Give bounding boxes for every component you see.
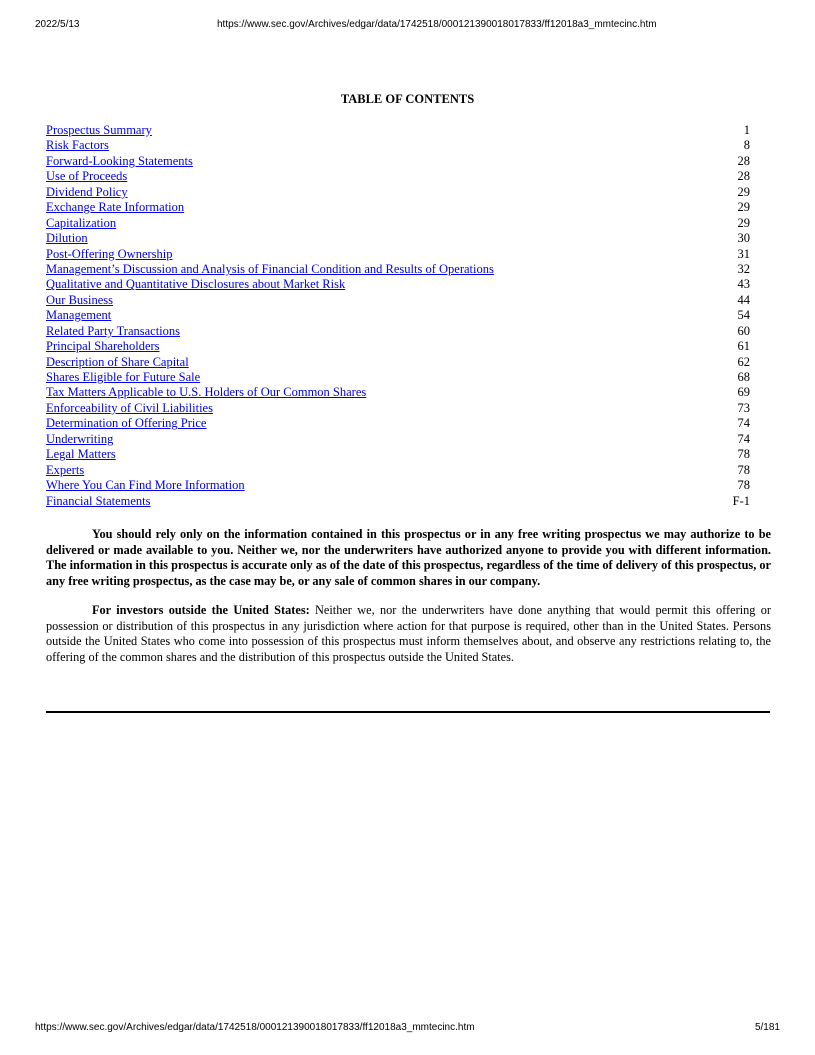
toc-row	[46, 247, 750, 262]
toc-page-number: F-1	[732, 493, 750, 508]
toc-page-number: 8	[743, 138, 750, 153]
toc-row	[46, 262, 750, 277]
toc-page-number: 1	[743, 123, 750, 137]
toc-link[interactable]: Qualitative and Quantitative Disclosures about Market Risk	[46, 277, 346, 292]
toc-row	[46, 185, 750, 200]
toc-page-number: 30	[737, 231, 750, 246]
toc-link[interactable]: Our Business	[46, 292, 114, 307]
toc-row	[46, 231, 750, 246]
toc-row	[46, 324, 750, 339]
toc-link[interactable]: Legal Matters	[46, 447, 116, 462]
toc-page-number: 78	[737, 447, 750, 462]
toc-page-number: 61	[737, 339, 750, 354]
toc-link[interactable]: Tax Matters Applicable to U.S. Holders of Our Common Shares	[46, 385, 367, 400]
toc-link[interactable]: Prospectus Summary	[46, 123, 152, 137]
toc-page-number: 68	[737, 370, 750, 384]
toc-page-number: 74	[737, 431, 750, 446]
toc-page-number: 69	[737, 385, 750, 400]
toc-link[interactable]: Experts	[46, 462, 85, 477]
toc-row	[46, 216, 750, 231]
toc-page-number: 78	[737, 478, 750, 493]
toc-row	[46, 293, 750, 308]
toc-link[interactable]: Forward-Looking Statements	[46, 153, 193, 168]
toc-row	[46, 370, 750, 385]
foreign-investors-notice	[46, 603, 771, 665]
toc-link[interactable]: Capitalization	[46, 215, 117, 230]
toc-link[interactable]: Financial Statements	[46, 493, 151, 508]
toc-link[interactable]: Dividend Policy	[46, 184, 128, 199]
toc-link[interactable]: Use of Proceeds	[46, 169, 128, 184]
toc-row	[46, 494, 750, 509]
toc-page-number: 60	[737, 323, 750, 338]
toc-page-number: 74	[737, 416, 750, 431]
toc-row	[46, 123, 750, 138]
toc-row	[46, 308, 750, 323]
toc-link[interactable]: Description of Share Capital	[46, 354, 189, 369]
toc-page-number: 43	[737, 277, 750, 292]
reliance-notice	[46, 527, 771, 589]
print-footer-url: https://www.sec.gov/Archives/edgar/data/1742518/000121390018017833/ff12018a3_mmtecinc.htm	[35, 1022, 475, 1033]
toc-page-number: 29	[737, 200, 750, 215]
toc-row	[46, 138, 750, 153]
foreign-investors-text: Neither we, nor the underwriters have done anything that would permit this offering or possession or distribution of this prospectus in any jurisdiction where action for that purpose is required, other than in the United States. Persons outside the United States who come into possession of this prospectus must inform themselves about, and observe any restrictions relating to, the offering of the common shares and the distribution of this prospectus outside the United States.	[46, 603, 771, 664]
toc-row	[46, 355, 750, 370]
toc-title: TABLE OF CONTENTS	[340, 92, 475, 106]
toc-page-number: 44	[737, 292, 750, 307]
toc-link[interactable]: Determination of Offering Price	[46, 416, 207, 431]
toc-row	[46, 432, 750, 447]
toc-link[interactable]: Related Party Transactions	[46, 323, 181, 338]
toc-row	[46, 463, 750, 478]
print-header-url: https://www.sec.gov/Archives/edgar/data/1742518/000121390018017833/ff12018a3_mmtecinc.htm	[217, 19, 657, 30]
toc-link[interactable]: Underwriting	[46, 431, 114, 446]
toc-page-number: 31	[737, 246, 750, 261]
toc-page-number: 28	[737, 153, 750, 168]
table-of-contents	[46, 123, 750, 509]
toc-link[interactable]: Management’s Discussion and Analysis of Financial Condition and Results of Operations	[46, 261, 494, 276]
toc-link[interactable]: Principal Shareholders	[46, 339, 160, 354]
horizontal-rule	[46, 711, 770, 713]
toc-link[interactable]: Exchange Rate Information	[46, 200, 185, 215]
toc-link[interactable]: Shares Eligible for Future Sale	[46, 370, 201, 384]
toc-row	[46, 401, 750, 416]
toc-row	[46, 478, 750, 493]
toc-link[interactable]: Post-Offering Ownership	[46, 246, 173, 261]
toc-row	[46, 416, 750, 431]
toc-page-number: 62	[737, 354, 750, 369]
toc-row	[46, 447, 750, 462]
toc-page-number: 73	[737, 400, 750, 415]
toc-page-number: 29	[737, 215, 750, 230]
toc-page-number: 29	[737, 184, 750, 199]
toc-link[interactable]: Dilution	[46, 231, 88, 246]
toc-row	[46, 385, 750, 400]
toc-link[interactable]: Management	[46, 308, 112, 323]
toc-row	[46, 339, 750, 354]
toc-link[interactable]: Where You Can Find More Information	[46, 478, 245, 493]
toc-row	[46, 277, 750, 292]
toc-page-number: 32	[737, 261, 750, 276]
toc-page-number: 54	[737, 308, 750, 323]
toc-page-number: 78	[737, 462, 750, 477]
toc-page-number: 28	[737, 169, 750, 184]
toc-link[interactable]: Risk Factors	[46, 138, 109, 153]
toc-link[interactable]: Enforceability of Civil Liabilities	[46, 400, 213, 415]
print-header-date: 2022/5/13	[35, 19, 80, 30]
reliance-notice-text: You should rely only on the information contained in this prospectus or in any free writing prospectus we may authorize to be delivered or made available to you. Neither we, nor the underwriters have authorized anyone to provide you with different information. The information in this prospectus is accurate only as of the date of this prospectus, regardless of the time of delivery of this prospectus, or any free writing prospectus, as the case may be, or any sale of common shares in our company.	[46, 527, 771, 588]
toc-row	[46, 154, 750, 169]
foreign-investors-heading: For investors outside the United States:	[92, 603, 310, 617]
toc-row	[46, 200, 750, 215]
print-footer-page-number: 5/181	[754, 1022, 780, 1033]
toc-row	[46, 169, 750, 184]
